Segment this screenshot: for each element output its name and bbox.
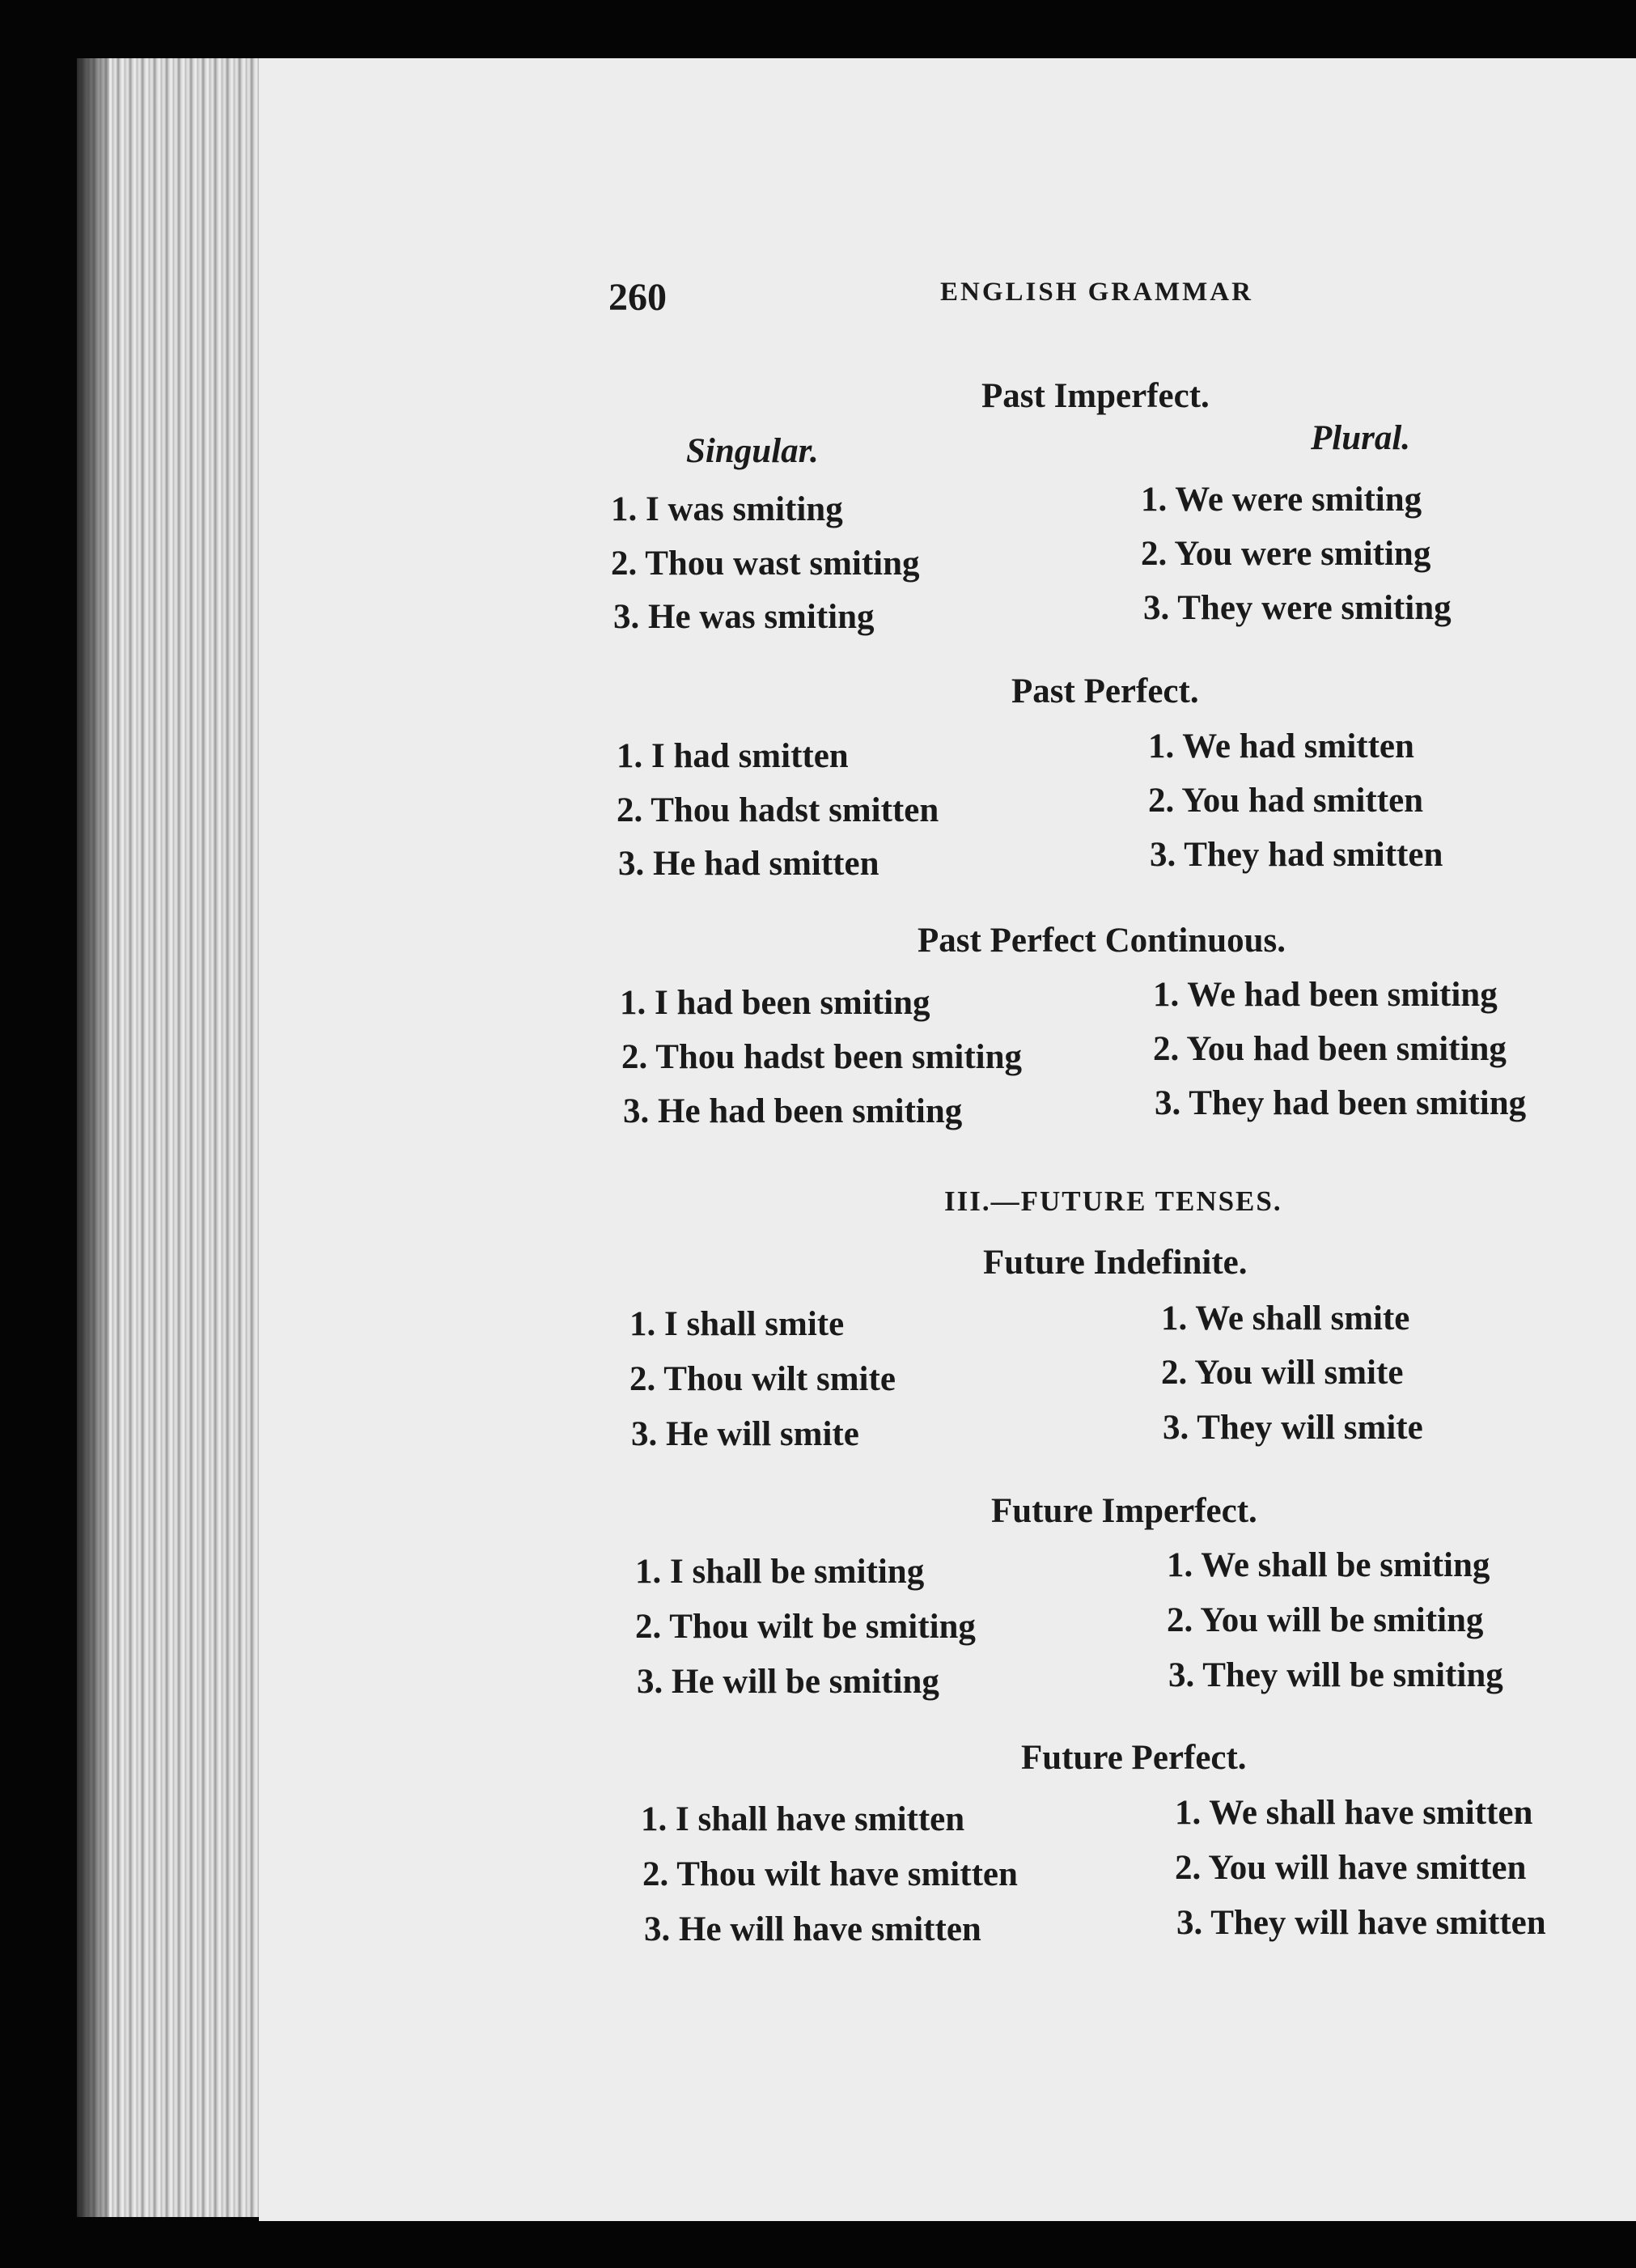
tense-heading: Past Perfect Continuous. [918, 922, 1286, 960]
binding-shadow [77, 57, 109, 2217]
singular-form: 1. I shall smite [629, 1305, 845, 1343]
plural-form: 2. You will be smiting [1167, 1601, 1484, 1639]
scan-border-top [0, 0, 1636, 58]
plural-form: 3. They had smitten [1150, 836, 1443, 874]
singular-form: 3. He had smitten [618, 845, 879, 883]
singular-form: 2. Thou hadst smitten [617, 791, 939, 829]
singular-form: 2. Thou wilt have smitten [642, 1855, 1018, 1893]
plural-form: 1. We had smitten [1148, 727, 1414, 765]
tense-heading: Future Indefinite. [983, 1244, 1248, 1282]
plural-form: 1. We had been smiting [1153, 976, 1498, 1014]
tense-heading: Past Perfect. [1011, 672, 1199, 710]
plural-form: 2. You will have smitten [1175, 1849, 1527, 1887]
singular-form: 1. I was smiting [611, 490, 843, 528]
singular-form: 3. He was smiting [613, 598, 875, 636]
singular-column-heading: Singular. [686, 432, 819, 470]
plural-form: 2. You were smiting [1141, 535, 1431, 573]
singular-form: 1. I shall be smiting [635, 1553, 925, 1591]
singular-form: 1. I shall have smitten [641, 1800, 965, 1838]
singular-form: 3. He will be smiting [637, 1663, 939, 1701]
plural-column-heading: Plural. [1311, 419, 1411, 457]
page-number: 260 [608, 276, 667, 319]
plural-form: 3. They will have smitten [1176, 1904, 1546, 1942]
singular-form: 3. He will have smitten [644, 1910, 981, 1948]
singular-form: 2. Thou wilt smite [629, 1360, 896, 1398]
plural-form: 3. They were smiting [1143, 589, 1452, 627]
singular-form: 2. Thou wilt be smiting [635, 1608, 976, 1646]
singular-form: 1. I had been smiting [620, 984, 930, 1022]
plural-form: 1. We shall be smiting [1167, 1546, 1490, 1584]
tense-heading: Past Imperfect. [981, 377, 1210, 415]
plural-form: 2. You will smite [1161, 1354, 1404, 1392]
plural-form: 2. You had smitten [1148, 782, 1424, 820]
singular-form: 3. He had been smiting [623, 1092, 963, 1130]
singular-form: 3. He will smite [631, 1415, 859, 1453]
plural-form: 3. They will smite [1163, 1409, 1423, 1447]
singular-form: 2. Thou wast smiting [611, 545, 920, 583]
plural-form: 2. You had been smiting [1153, 1030, 1507, 1068]
page-surface [259, 55, 1636, 2223]
scan-border-bottom [0, 2221, 1636, 2268]
singular-form: 2. Thou hadst been smiting [621, 1038, 1023, 1076]
running-head: ENGLISH GRAMMAR [940, 278, 1253, 307]
plural-form: 3. They had been smiting [1155, 1084, 1527, 1122]
tense-heading: Future Perfect. [1021, 1739, 1247, 1777]
plural-form: 1. We were smiting [1141, 481, 1422, 519]
tense-heading: Future Imperfect. [991, 1492, 1257, 1530]
section-title: III.—FUTURE TENSES. [944, 1185, 1282, 1217]
singular-form: 1. I had smitten [617, 737, 849, 775]
plural-form: 1. We shall smite [1161, 1299, 1410, 1337]
plural-form: 3. They will be smiting [1168, 1656, 1503, 1694]
plural-form: 1. We shall have smitten [1175, 1794, 1533, 1832]
